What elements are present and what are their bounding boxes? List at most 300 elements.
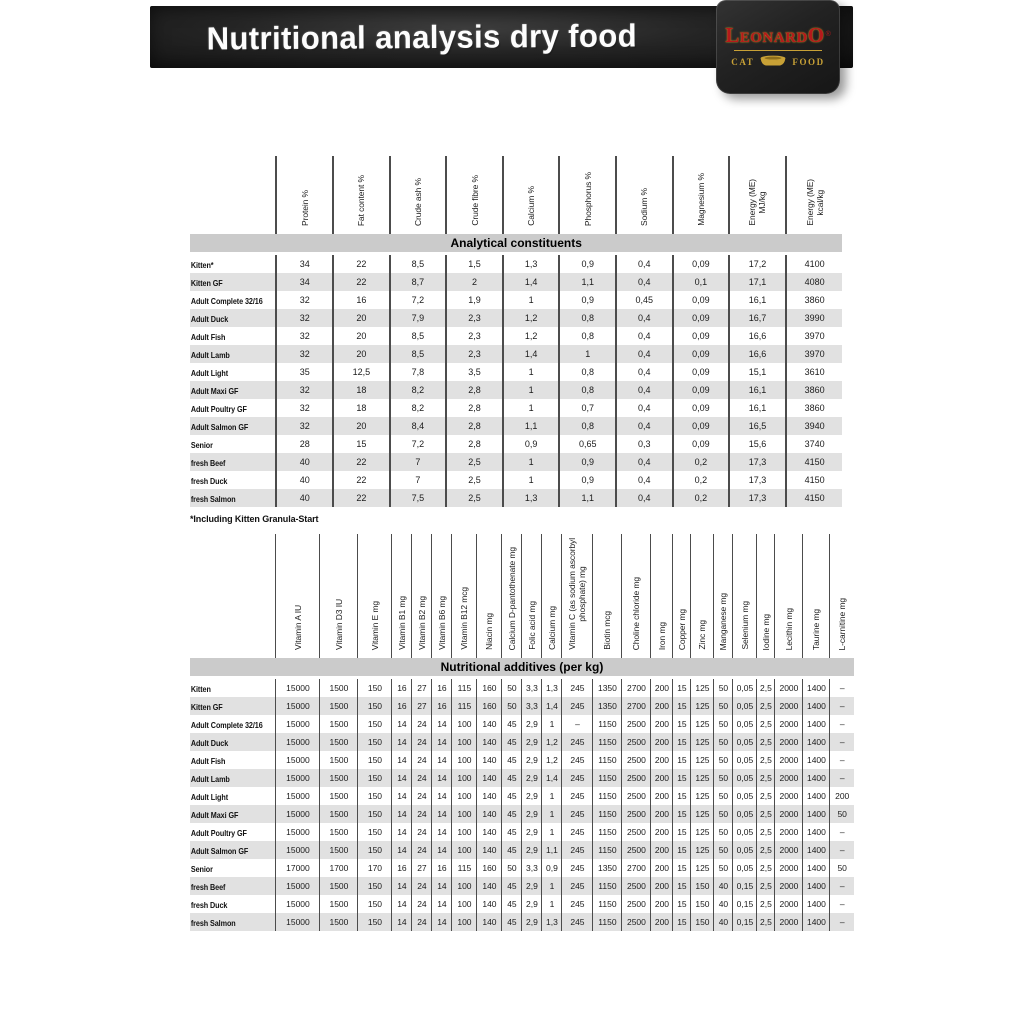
cell: 0,09 (673, 309, 730, 327)
cell: 32 (276, 327, 333, 345)
column-header: Manganese mg (714, 534, 733, 658)
cell: 15000 (276, 895, 320, 913)
cell: 24 (412, 895, 432, 913)
cell: 100 (452, 715, 477, 733)
cell: 0,8 (559, 327, 616, 345)
column-header: Calcium mg (542, 534, 562, 658)
cell: 14 (392, 895, 412, 913)
cell: 22 (333, 453, 390, 471)
logo-brand: LeonardO (725, 23, 825, 47)
row-label: Adult Lamb (190, 350, 230, 360)
additives-section (190, 534, 854, 931)
cell: 2,9 (522, 751, 542, 769)
cell: 14 (432, 733, 452, 751)
cell: 14 (432, 805, 452, 823)
row-label: Adult Duck (190, 738, 229, 748)
cell: 0,8 (559, 309, 616, 327)
section-title: Nutritional additives (per kg) (190, 658, 854, 678)
cell: 7,5 (390, 489, 447, 507)
cell: 200 (651, 769, 673, 787)
cell: 0,4 (616, 453, 673, 471)
cell: 150 (358, 715, 392, 733)
cell: 150 (691, 895, 714, 913)
cell: 0,05 (733, 733, 757, 751)
column-header: Niacin mg (477, 534, 502, 658)
cell: 1500 (320, 751, 358, 769)
cell: 7,9 (390, 309, 447, 327)
table-row (190, 895, 854, 913)
cell: 1350 (593, 678, 622, 698)
cell: 27 (412, 678, 432, 698)
section-title-row (190, 234, 842, 254)
cell: 2500 (622, 715, 651, 733)
cell: 160 (477, 697, 502, 715)
corner-cell (190, 156, 276, 234)
cell: 125 (691, 751, 714, 769)
cell: 1,2 (542, 751, 562, 769)
cell: 2,8 (446, 399, 503, 417)
cell: 125 (691, 715, 714, 733)
cell: 0,09 (673, 327, 730, 345)
cell: 0,4 (616, 381, 673, 399)
cell: 100 (452, 769, 477, 787)
cell: 50 (714, 769, 733, 787)
row-label: fresh Salmon (190, 494, 236, 504)
cell: 20 (333, 327, 390, 345)
cell: 16 (333, 291, 390, 309)
cell: 35 (276, 363, 333, 381)
cell: 1400 (803, 678, 830, 698)
cell: 1,2 (542, 733, 562, 751)
cell: 1,1 (542, 841, 562, 859)
cell: – (830, 715, 854, 733)
cell: 16 (392, 678, 412, 698)
cell: 125 (691, 823, 714, 841)
cell: – (830, 769, 854, 787)
cell: 50 (830, 805, 854, 823)
column-header: Energy (ME) MJ/kg (729, 156, 786, 234)
cell: 2,5 (757, 769, 775, 787)
table-row (190, 254, 842, 274)
cell: 15000 (276, 678, 320, 698)
cell: 2000 (775, 751, 803, 769)
cell: 2,9 (522, 841, 542, 859)
cell: 245 (562, 678, 593, 698)
registered-trademark-icon: ® (825, 30, 831, 38)
cell: 8,5 (390, 327, 447, 345)
cell: 7 (390, 471, 447, 489)
cell: 24 (412, 769, 432, 787)
cell: 140 (477, 895, 502, 913)
cell: 15000 (276, 769, 320, 787)
cell: 16 (392, 859, 412, 877)
cell: 2500 (622, 877, 651, 895)
cell: 14 (392, 877, 412, 895)
table-row (190, 769, 854, 787)
cell: 0,4 (616, 254, 673, 274)
cell: 150 (358, 751, 392, 769)
cell: 24 (412, 823, 432, 841)
cell: 15000 (276, 733, 320, 751)
cell: 115 (452, 678, 477, 698)
cell: 1400 (803, 823, 830, 841)
cell: 50 (830, 859, 854, 877)
cell: 28 (276, 435, 333, 453)
cell: 1400 (803, 913, 830, 931)
cell: 2000 (775, 787, 803, 805)
cell: 245 (562, 823, 593, 841)
cell: 1 (503, 291, 560, 309)
cell: 2000 (775, 859, 803, 877)
cell: 22 (333, 489, 390, 507)
cell: 2700 (622, 859, 651, 877)
cell: 14 (392, 751, 412, 769)
cell: 0,05 (733, 769, 757, 787)
table-row (190, 471, 842, 489)
cell: 2500 (622, 913, 651, 931)
cell: 1 (542, 715, 562, 733)
bowl-icon (760, 55, 786, 69)
cell: 1,1 (559, 489, 616, 507)
cell: 14 (392, 841, 412, 859)
table-row (190, 823, 854, 841)
cell: 45 (502, 877, 522, 895)
column-header: Vitamin B6 mg (432, 534, 452, 658)
cell: 1500 (320, 733, 358, 751)
cell: 1 (503, 381, 560, 399)
row-label: fresh Beef (190, 458, 226, 468)
cell: 1,4 (542, 769, 562, 787)
cell: 0,09 (673, 381, 730, 399)
table-row (190, 787, 854, 805)
cell: 1400 (803, 787, 830, 805)
cell: 50 (714, 678, 733, 698)
cell: 7,8 (390, 363, 447, 381)
cell: 32 (276, 291, 333, 309)
cell: 1500 (320, 805, 358, 823)
cell: 0,15 (733, 895, 757, 913)
cell: 200 (651, 697, 673, 715)
cell: 125 (691, 769, 714, 787)
table-row (190, 381, 842, 399)
cell: 1150 (593, 787, 622, 805)
cell: 1500 (320, 715, 358, 733)
cell: 245 (562, 805, 593, 823)
cell: 3,3 (522, 859, 542, 877)
cell: 150 (358, 769, 392, 787)
cell: 45 (502, 751, 522, 769)
cell: 1 (542, 823, 562, 841)
cell: 15000 (276, 697, 320, 715)
cell: 3990 (786, 309, 843, 327)
cell: 200 (651, 895, 673, 913)
cell: 45 (502, 733, 522, 751)
cell: 20 (333, 345, 390, 363)
cell: 50 (714, 751, 733, 769)
column-header: Selenium mg (733, 534, 757, 658)
cell: 1500 (320, 697, 358, 715)
cell: 2700 (622, 678, 651, 698)
cell: 14 (392, 913, 412, 931)
table-row (190, 877, 854, 895)
cell: 2,9 (522, 913, 542, 931)
cell: 2000 (775, 895, 803, 913)
row-label: Adult Fish (190, 756, 226, 766)
cell: 32 (276, 345, 333, 363)
cell: 15 (673, 751, 691, 769)
section-title: Analytical constituents (190, 234, 842, 254)
cell: 3860 (786, 399, 843, 417)
cell: – (830, 678, 854, 698)
cell: 14 (432, 787, 452, 805)
cell: 1400 (803, 895, 830, 913)
cell: 45 (502, 823, 522, 841)
cell: 2,5 (446, 471, 503, 489)
cell: 2,9 (522, 823, 542, 841)
column-header: Copper mg (673, 534, 691, 658)
column-header: L-carnitine mg (830, 534, 854, 658)
cell: 24 (412, 841, 432, 859)
cell: 0,05 (733, 823, 757, 841)
cell: 45 (502, 841, 522, 859)
cell: 2,9 (522, 715, 542, 733)
cell: 15 (673, 769, 691, 787)
cell: 2000 (775, 733, 803, 751)
cell: 1 (542, 787, 562, 805)
cell: 170 (358, 859, 392, 877)
cell: 1 (542, 895, 562, 913)
cell: 2,5 (757, 895, 775, 913)
column-header: Vitamin A IU (276, 534, 320, 658)
row-label: Adult Salmon GF (190, 846, 249, 856)
cell: 1150 (593, 841, 622, 859)
cell: 15000 (276, 805, 320, 823)
column-header: Lecithin mg (775, 534, 803, 658)
cell: 0,05 (733, 678, 757, 698)
table-row (190, 435, 842, 453)
cell: 1400 (803, 769, 830, 787)
cell: 4080 (786, 273, 843, 291)
cell: 1500 (320, 913, 358, 931)
cell: 0,4 (616, 363, 673, 381)
cell: 40 (714, 895, 733, 913)
cell: 140 (477, 841, 502, 859)
column-header: Biotin mcg (593, 534, 622, 658)
logo-subline (731, 55, 825, 69)
cell: 1400 (803, 733, 830, 751)
cell: 1 (503, 399, 560, 417)
column-header: Vitamin B1 mg (392, 534, 412, 658)
cell: 22 (333, 273, 390, 291)
table-row (190, 309, 842, 327)
cell: 15000 (276, 751, 320, 769)
cell: 245 (562, 697, 593, 715)
cell: 1150 (593, 805, 622, 823)
cell: 200 (651, 805, 673, 823)
cell: 2500 (622, 895, 651, 913)
cell: 16 (432, 697, 452, 715)
cell: 1 (559, 345, 616, 363)
cell: 16,7 (729, 309, 786, 327)
cell: 150 (358, 787, 392, 805)
cell: 2500 (622, 841, 651, 859)
cell: 1,3 (503, 489, 560, 507)
cell: 8,4 (390, 417, 447, 435)
row-label: Kitten* (190, 260, 214, 270)
cell: 14 (432, 769, 452, 787)
cell: 45 (502, 895, 522, 913)
cell: 2,3 (446, 327, 503, 345)
cell: 1,2 (503, 309, 560, 327)
cell: 8,5 (390, 345, 447, 363)
cell: 200 (651, 733, 673, 751)
logo-food-label: FOOD (792, 57, 825, 67)
cell: 8,7 (390, 273, 447, 291)
cell: 2000 (775, 697, 803, 715)
logo-divider (734, 50, 822, 51)
cell: 15000 (276, 913, 320, 931)
cell: 140 (477, 805, 502, 823)
cell: 17,3 (729, 489, 786, 507)
cell: 0,05 (733, 697, 757, 715)
table-row (190, 399, 842, 417)
cell: 3860 (786, 291, 843, 309)
cell: 15,1 (729, 363, 786, 381)
cell: 2000 (775, 841, 803, 859)
cell: 15 (673, 805, 691, 823)
cell: 2,5 (757, 715, 775, 733)
cell: 150 (358, 877, 392, 895)
column-header: Energy (ME) kcal/kg (786, 156, 843, 234)
cell: 1150 (593, 913, 622, 931)
cell: 2,5 (757, 823, 775, 841)
cell: 0,05 (733, 787, 757, 805)
column-header: Taurine mg (803, 534, 830, 658)
cell: 2000 (775, 715, 803, 733)
cell: 24 (412, 877, 432, 895)
cell: 100 (452, 751, 477, 769)
cell: 1,3 (503, 254, 560, 274)
cell: 2,5 (757, 913, 775, 931)
cell: 2000 (775, 823, 803, 841)
cell: 14 (432, 913, 452, 931)
column-header: Vitamin E mg (358, 534, 392, 658)
cell: 16,6 (729, 327, 786, 345)
cell: 50 (714, 715, 733, 733)
cell: 245 (562, 841, 593, 859)
cell: 27 (412, 859, 432, 877)
cell: 2,5 (757, 859, 775, 877)
table-row (190, 417, 842, 435)
cell: 50 (502, 697, 522, 715)
cell: 100 (452, 841, 477, 859)
cell: 0,05 (733, 841, 757, 859)
cell: 0,15 (733, 913, 757, 931)
cell: 125 (691, 678, 714, 698)
cell: 50 (714, 841, 733, 859)
cell: 0,45 (616, 291, 673, 309)
cell: 2,5 (757, 733, 775, 751)
cell: 2,5 (757, 697, 775, 715)
cell: 2,9 (522, 787, 542, 805)
cell: 7,2 (390, 291, 447, 309)
cell: 50 (502, 678, 522, 698)
cell: 32 (276, 399, 333, 417)
nutritional-additives-table (190, 534, 854, 931)
cell: 0,2 (673, 471, 730, 489)
table-row (190, 453, 842, 471)
footnote: *Including Kitten Granula-Start (190, 514, 319, 524)
column-header: Vitamin C (as sodium ascorbyl phosphate) mg (562, 534, 593, 658)
cell: – (830, 751, 854, 769)
cell: 1 (503, 453, 560, 471)
cell: 0,09 (673, 417, 730, 435)
cell: 8,5 (390, 254, 447, 274)
cell: 3860 (786, 381, 843, 399)
cell: 0,9 (559, 254, 616, 274)
cell: 15 (673, 787, 691, 805)
cell: 15000 (276, 823, 320, 841)
cell: 200 (651, 913, 673, 931)
cell: 0,4 (616, 489, 673, 507)
table-row (190, 805, 854, 823)
cell: 150 (691, 877, 714, 895)
cell: 1400 (803, 841, 830, 859)
cell: 1 (503, 363, 560, 381)
cell: 3970 (786, 327, 843, 345)
cell: 15000 (276, 841, 320, 859)
row-label: Adult Complete 32/16 (190, 720, 263, 730)
row-label: fresh Duck (190, 476, 228, 486)
cell: 15 (673, 877, 691, 895)
cell: 1,3 (542, 678, 562, 698)
cell: 100 (452, 877, 477, 895)
column-header: Sodium % (616, 156, 673, 234)
cell: 1150 (593, 895, 622, 913)
column-header: Crude fibre % (446, 156, 503, 234)
cell: 1150 (593, 751, 622, 769)
cell: 0,1 (673, 273, 730, 291)
cell: 150 (358, 733, 392, 751)
cell: – (562, 715, 593, 733)
logo-cat-label: CAT (731, 57, 755, 67)
cell: 140 (477, 787, 502, 805)
column-header-row (190, 156, 842, 234)
cell: 15 (673, 841, 691, 859)
cell: 150 (358, 697, 392, 715)
cell: 34 (276, 273, 333, 291)
cell: 0,4 (616, 417, 673, 435)
cell: 0,8 (559, 363, 616, 381)
cell: 17000 (276, 859, 320, 877)
cell: 1,5 (446, 254, 503, 274)
cell: 15 (333, 435, 390, 453)
cell: 14 (432, 751, 452, 769)
cell: 1400 (803, 715, 830, 733)
column-header: Fat content % (333, 156, 390, 234)
column-header: Calcium % (503, 156, 560, 234)
cell: 1150 (593, 877, 622, 895)
cell: 0,09 (673, 363, 730, 381)
cell: 0,9 (542, 859, 562, 877)
cell: 200 (651, 751, 673, 769)
cell: 17,1 (729, 273, 786, 291)
column-header: Folic acid mg (522, 534, 542, 658)
cell: 2,9 (522, 769, 542, 787)
cell: 1500 (320, 823, 358, 841)
row-label: Adult Complete 32/16 (190, 296, 263, 306)
cell: 50 (714, 733, 733, 751)
